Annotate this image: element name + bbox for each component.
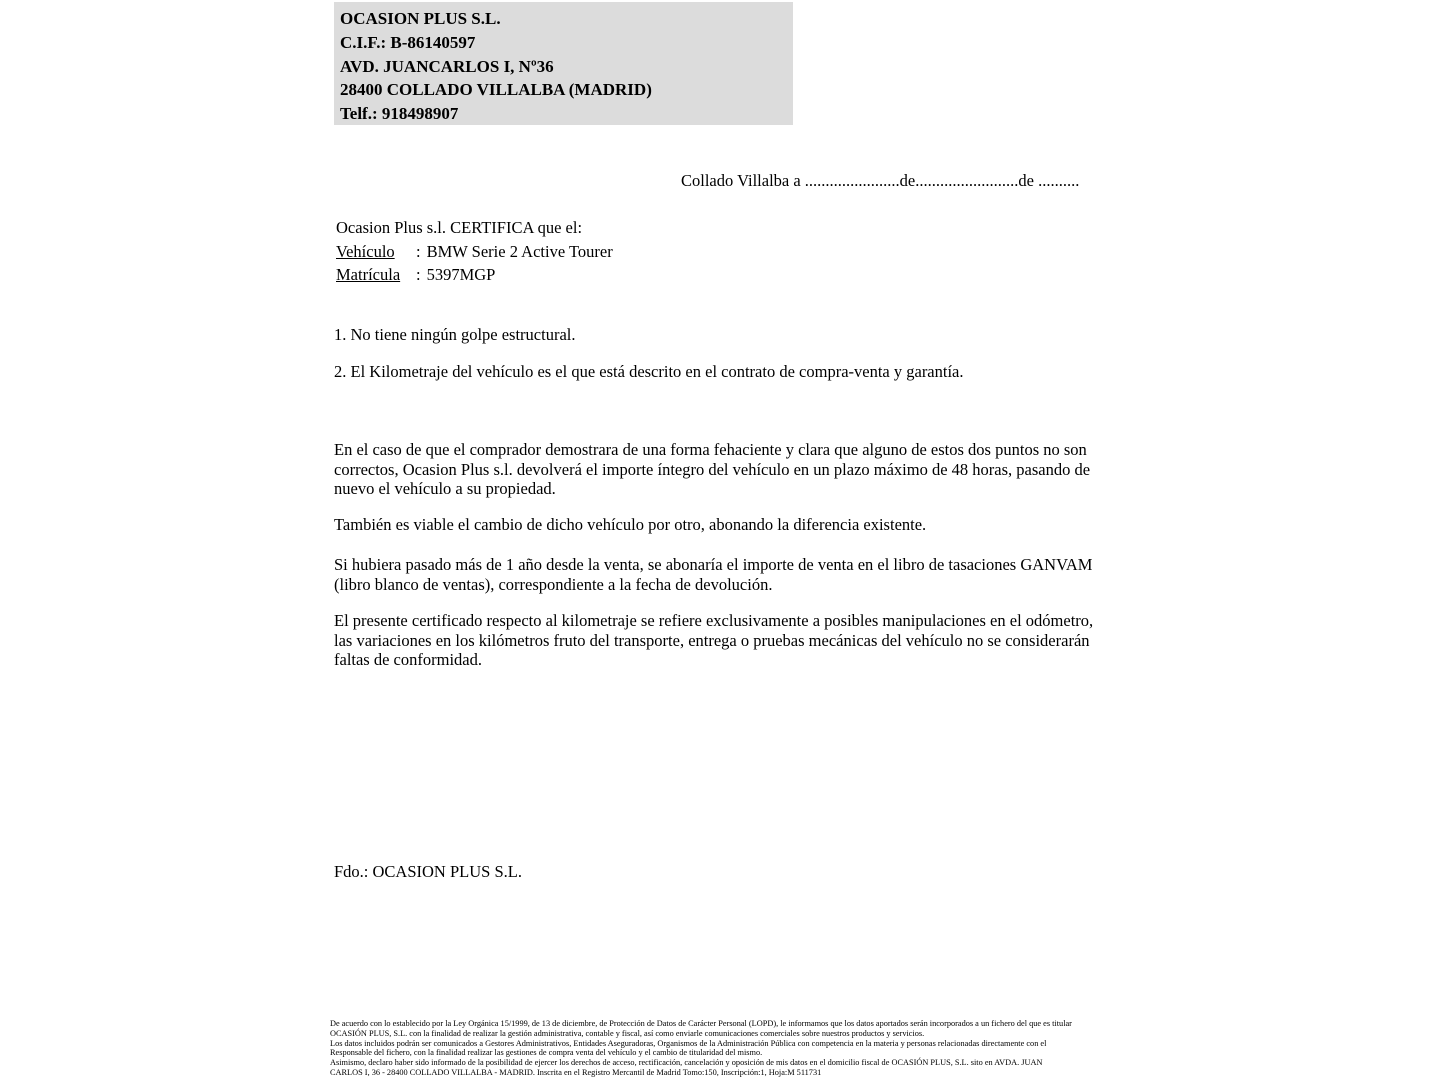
plate-value: 5397MGP bbox=[426, 265, 496, 284]
company-cif: C.I.F.: B-86140597 bbox=[340, 32, 476, 52]
plate-row bbox=[336, 263, 613, 287]
company-name: OCASION PLUS S.L. bbox=[340, 9, 501, 28]
vehicle-label: Vehículo bbox=[336, 241, 395, 261]
legal-notice bbox=[330, 1019, 1072, 1078]
company-address: AVD. JUANCARLOS I, Nº36 bbox=[340, 56, 554, 76]
certification-intro: Ocasion Plus s.l. CERTIFICA que el: bbox=[336, 218, 583, 237]
condition-point-2: 2. El Kilometraje del vehículo es el que está descrito en el contrato de compra-venta y garantía. bbox=[334, 362, 964, 381]
vehicle-row bbox=[336, 240, 613, 264]
company-phone: Telf.: 918498907 bbox=[340, 104, 459, 124]
signature-line: Fdo.: OCASION PLUS S.L. bbox=[334, 862, 522, 881]
company-header-box bbox=[334, 2, 793, 125]
legal-line-1: De acuerdo con lo establecido por la Ley Orgánica 15/1999, de 13 de diciembre, de Protección de Datos de Carácter Personal (LOPD), le informamos que los datos aportados serán incorporados a un fichero del que es titular bbox=[330, 1019, 1072, 1028]
legal-line-2: OCASIÓN PLUS, S.L. con la finalidad de realizar la gestión administrativa, contable y fiscal, así como enviarle comunicaciones comerciales sobre nuestros productos y servicios. bbox=[330, 1028, 925, 1038]
legal-line-5: Asimismo, declaro haber sido informado de la posibilidad de ejercer los derechos de acceso, rectificación, cancelación y oposición de mis datos en el domicilio fiscal de OCASIÓN PLUS, S.L. sito en AVDA. JUAN bbox=[330, 1058, 1043, 1068]
body-paragraph-exchange: También es viable el cambio de dicho vehículo por otro, abonando la diferencia existente. bbox=[334, 515, 927, 534]
condition-point-1: 1. No tiene ningún golpe estructural. bbox=[334, 325, 576, 344]
body-paragraph-ganvam: Si hubiera pasado más de 1 año desde la venta, se abonaría el importe de venta en el libro de tasaciones GANVAM (libro blanco de ventas), correspondiente a la fecha de devolución. bbox=[334, 555, 1093, 594]
date-fill-in-line: Collado Villalba a .......................de.........................de .......... bbox=[681, 171, 1080, 190]
body-paragraph-odometer: El presente certificado respecto al kilometraje se refiere exclusivamente a posibles manipulaciones en el odómetro, las variaciones en los kilómetros fruto del transporte, entrega o pruebas mecánicas del vehículo no se considerarán faltas de conformidad. bbox=[334, 611, 1094, 670]
body-paragraph-refund: En el caso de que el comprador demostrara de una forma fehaciente y clara que alguno de estos dos puntos no son correctos, Ocasion Plus s.l. devolverá el importe íntegro del vehículo en un plazo máximo de 48 horas, pasando de nuevo el vehículo a su propiedad. bbox=[334, 440, 1091, 499]
plate-separator: : bbox=[416, 265, 421, 284]
legal-line-6: CARLOS I, 36 - 28400 COLLADO VILLALBA - MADRID. Inscrita en el Registro Mercantil de Madrid Tomo:150, Inscripción:1, Hoja:M 511731 bbox=[330, 1067, 822, 1077]
plate-label: Matrícula bbox=[336, 265, 401, 284]
vehicle-separator: : bbox=[416, 241, 421, 261]
company-postal-city: 28400 COLLADO VILLALBA (MADRID) bbox=[340, 80, 652, 100]
vehicle-value: BMW Serie 2 Active Tourer bbox=[426, 241, 613, 261]
legal-line-3: Los datos incluidos podrán ser comunicados a Gestores Administrativos, Entidades Aseguradoras, Organismos de la Administración Pública con competencia en la materia y personas relacionadas directamente con el bbox=[330, 1038, 1047, 1048]
legal-line-4: Responsable del fichero, con la finalidad realizar las gestiones de compra venta del vehículo y el cambio de titularidad del mismo. bbox=[330, 1048, 763, 1058]
certification-block bbox=[336, 216, 613, 287]
